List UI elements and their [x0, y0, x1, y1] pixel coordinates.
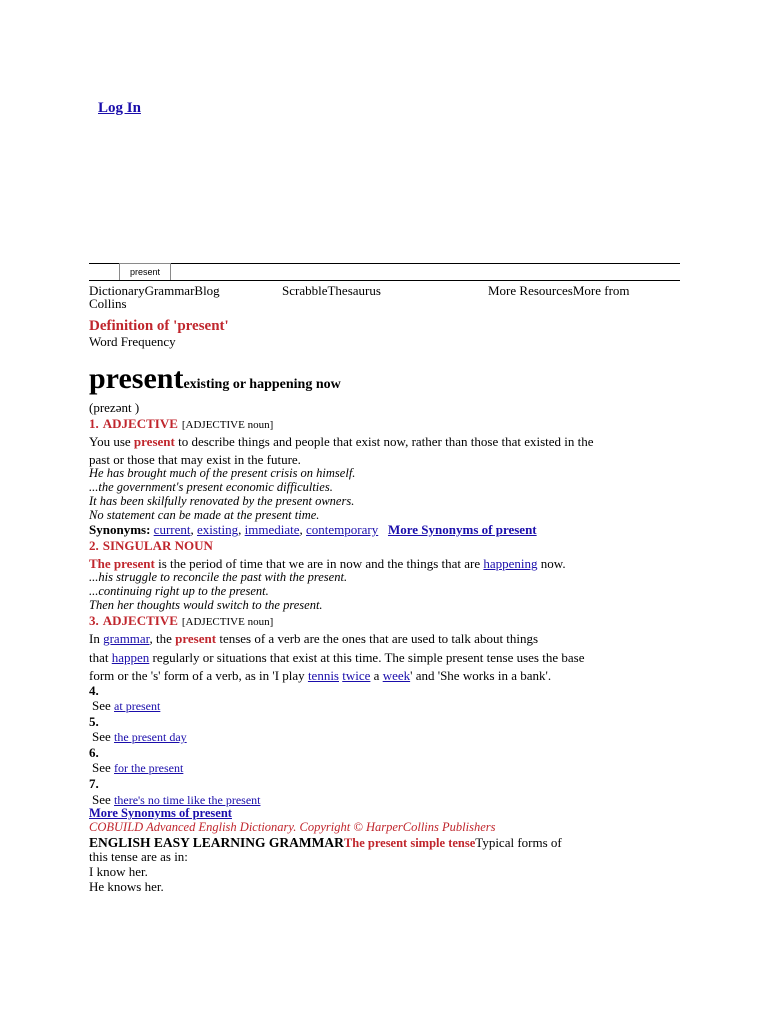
sense-number: 1.	[89, 416, 99, 431]
sense-3-definition-line3: form or the 's' form of a verb, as in 'I play tennis twice a week' and 'She works in a bank'.	[89, 668, 552, 683]
sense-pos: SINGULAR NOUN	[102, 538, 213, 553]
synonyms-row: Synonyms: current, existing, immediate, contemporary More Synonyms of present	[89, 522, 537, 537]
headword-gloss: existing or happening now	[183, 377, 341, 392]
synonym-link[interactable]: immediate	[244, 522, 300, 537]
see-link[interactable]: for the present	[114, 761, 184, 775]
grammar-tag: ADJECTIVE noun	[185, 616, 270, 628]
sense-number: 5.	[89, 714, 99, 729]
sense-number: 2.	[89, 538, 99, 553]
nav-scrabble-thesaurus[interactable]: ScrabbleThesaurus	[282, 283, 381, 298]
synonyms-label: Synonyms:	[89, 522, 151, 537]
sense-number: 4.	[89, 683, 99, 698]
word-link[interactable]: happen	[111, 650, 150, 665]
sense-number: 7.	[89, 776, 99, 791]
see-link[interactable]: the present day	[114, 730, 187, 744]
grammar-example: I know her.	[89, 864, 148, 879]
example-sentence: No statement can be made at the present time.	[89, 508, 320, 522]
example-sentence: ...the government's present economic difficulties.	[89, 480, 333, 494]
see-link[interactable]: at present	[114, 699, 161, 713]
search-divider-bottom	[89, 280, 680, 281]
grammar-title: ENGLISH EASY LEARNING GRAMMAR	[89, 835, 344, 850]
headword-line	[89, 362, 341, 396]
example-sentence: ...continuing right up to the present.	[89, 584, 269, 598]
nav-collins[interactable]: Collins	[89, 296, 127, 311]
grammar-intro: Typical forms of	[475, 835, 562, 850]
see-row: See there's no time like the present	[92, 792, 261, 807]
copyright: COBUILD Advanced English Dictionary. Copyright © HarperCollins Publishers	[89, 820, 496, 834]
sense-pos: ADJECTIVE	[102, 613, 178, 628]
sense-3-header: 3. ADJECTIVE [ADJECTIVE noun]	[89, 613, 274, 628]
grammar-intro-cont: this tense are as in:	[89, 849, 188, 864]
see-row: See at present	[92, 698, 161, 713]
sense-2-definition: The present is the period of time that we are in now and the things that are happening now.	[89, 556, 566, 571]
example-sentence: It has been skilfully renovated by the present owners.	[89, 494, 355, 508]
synonym-link[interactable]: existing	[196, 522, 239, 537]
sense-1-header: 1. ADJECTIVE [ADJECTIVE noun]	[89, 416, 274, 431]
grammar-tag: ADJECTIVE noun	[185, 419, 270, 431]
sense-number: 3.	[89, 613, 99, 628]
definition-keyword: present	[133, 434, 175, 449]
search-divider-top	[89, 263, 680, 264]
grammar-example: He knows her.	[89, 879, 164, 894]
more-synonyms-link[interactable]: More Synonyms of present	[89, 806, 232, 820]
pronunciation: (prezənt )	[89, 400, 140, 415]
grammar-subtitle: The present simple tense	[343, 836, 476, 850]
word-link[interactable]: tennis	[307, 668, 339, 683]
example-sentence: Then her thoughts would switch to the present.	[89, 598, 323, 612]
search-tab[interactable]: present	[119, 263, 171, 280]
word-link[interactable]: twice	[342, 668, 371, 683]
headword: present	[89, 362, 184, 395]
sense-pos: ADJECTIVE	[102, 416, 178, 431]
word-link[interactable]: week	[382, 668, 411, 683]
synonym-link[interactable]: current	[153, 522, 191, 537]
see-link[interactable]: there's no time like the present	[114, 793, 261, 807]
definition-keyword: The present	[89, 556, 155, 571]
word-link[interactable]: happening	[483, 556, 538, 571]
word-frequency: Word Frequency	[89, 334, 176, 349]
login-link[interactable]: Log In	[98, 100, 141, 116]
synonym-link[interactable]: contemporary	[306, 522, 379, 537]
example-sentence: ...his struggle to reconcile the past with the present.	[89, 570, 348, 584]
sense-3-definition-line1: In grammar, the present tenses of a verb are the ones that are used to talk about things	[89, 631, 539, 646]
word-link[interactable]: grammar	[103, 631, 150, 646]
nav-dictionary-grammar-blog[interactable]: DictionaryGrammarBlog	[89, 283, 220, 298]
see-row: See for the present	[92, 760, 184, 775]
more-synonyms-link[interactable]: More Synonyms of present	[387, 522, 537, 537]
example-sentence: He has brought much of the present crisis on himself.	[89, 466, 356, 480]
definition-title: Definition of 'present'	[89, 318, 229, 334]
nav-more-resources[interactable]: More ResourcesMore from	[488, 283, 630, 298]
sense-3-definition-line2: that happen regularly or situations that exist at this time. The simple present tense uses the base	[89, 650, 585, 665]
see-row: See the present day	[92, 729, 187, 744]
sense-1-definition: You use present to describe things and people that exist now, rather than those that existed in the	[89, 434, 594, 449]
definition-keyword: present	[175, 631, 217, 646]
sense-2-header	[89, 537, 213, 555]
sense-number: 6.	[89, 745, 99, 760]
sense-1-definition-cont: past or those that may exist in the future.	[89, 452, 301, 467]
